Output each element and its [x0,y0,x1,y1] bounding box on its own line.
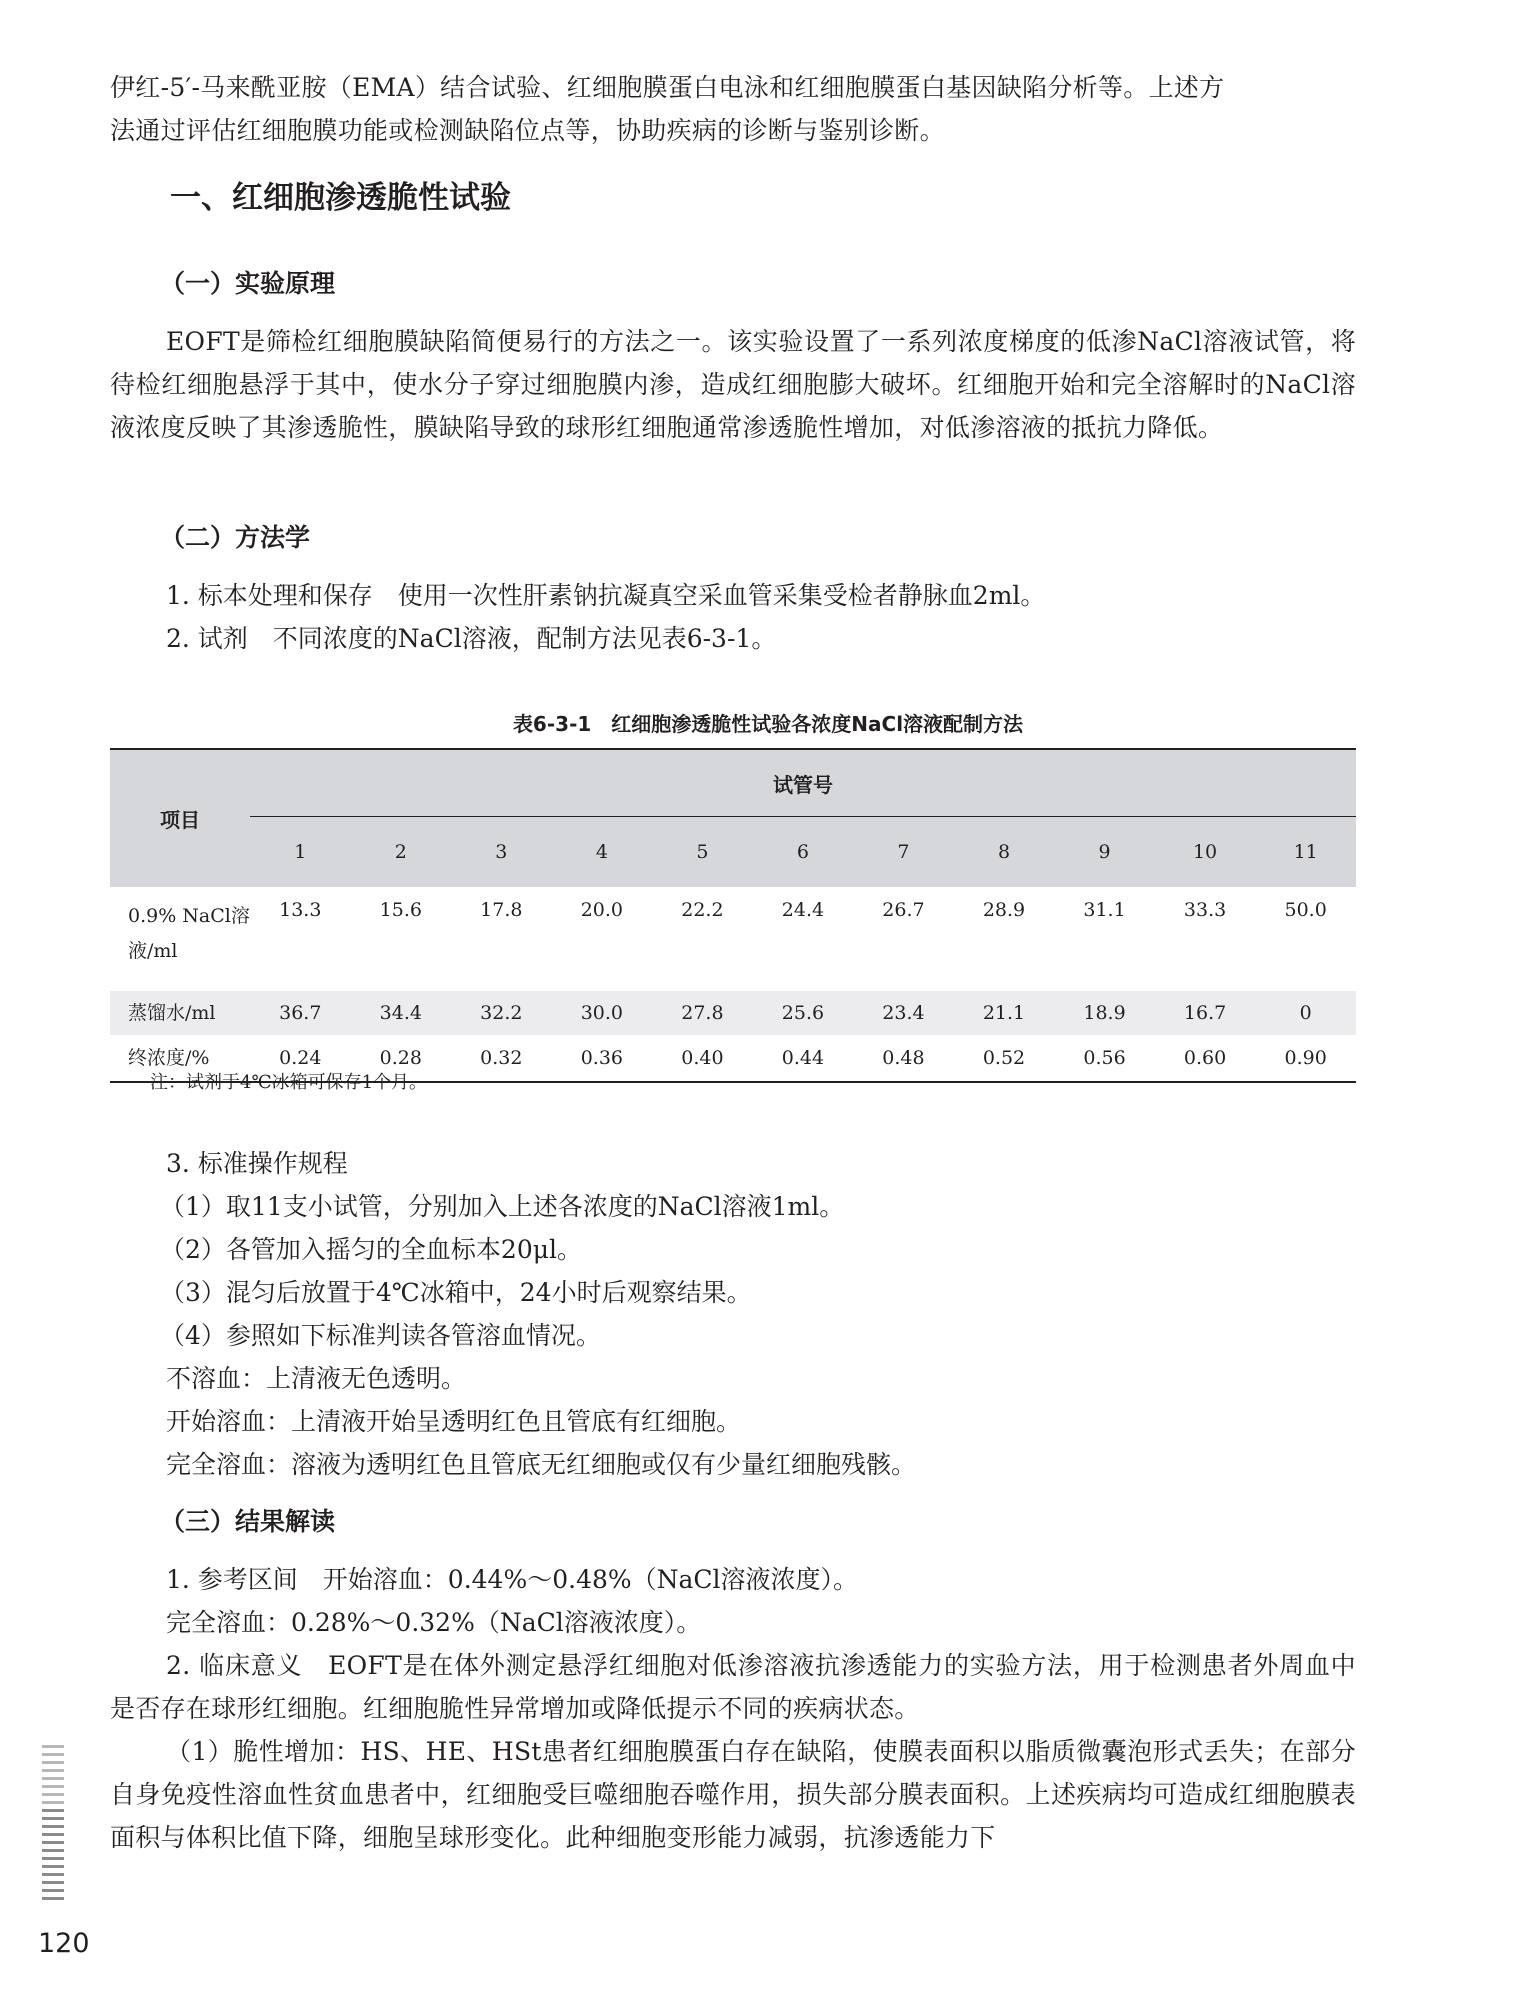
table-cell: 24.4 [781,899,825,921]
table-cell: 21.1 [954,991,1055,1035]
item-header: 项目 [110,749,250,887]
table-cell: 50.0 [1284,899,1327,921]
criteria-item: 完全溶血：溶液为透明红色且管底无红细胞或仅有少量红细胞残骸。 [166,1450,917,1479]
page-number: 120 [38,1928,90,1959]
procedure-title: 3. 标准操作规程 [166,1149,348,1178]
tube-number: 1 [250,817,351,888]
table-cell: 15.6 [379,899,422,921]
margin-tick-decoration [42,1745,64,1905]
tube-number-row [110,817,1356,888]
reference-interval-1: 1. 参考区间 开始溶血：0.44%～0.48%（NaCl溶液浓度）。 [166,1565,859,1594]
row-label: 0.9% NaCl溶液/ml [128,905,250,962]
table-cell: 33.3 [1183,899,1227,921]
clinical-significance: 2. 临床意义 EOFT是在体外测定悬浮红细胞对低渗溶液抗渗透能力的实验方法，用于检测患者外周血中是否存在球形红细胞。红细胞脆性异常增加或降低提示不同的疾病状态。 [110,1651,1356,1723]
row-label: 终浓度/% [110,1035,250,1082]
table-cell: 0.56 [1054,1035,1155,1082]
table-cell: 0.44 [753,1035,854,1082]
method-item-1: 1. 标本处理和保存 使用一次性肝素钠抗凝真空采血管采集受检者静脉血2ml。 [166,581,1046,610]
tube-number: 2 [351,817,452,888]
table-row [110,991,1356,1035]
table-cell: 25.6 [753,991,854,1035]
table-cell: 31.1 [1083,899,1126,921]
row-label: 蒸馏水/ml [110,991,250,1035]
table-cell: 0.32 [451,1035,552,1082]
tube-number: 3 [451,817,552,888]
table-cell: 0 [1255,991,1356,1035]
tube-number: 6 [753,817,854,888]
table-cell: 30.0 [552,991,653,1035]
subsection-title-method: （二）方法学 [160,523,311,552]
tube-number: 4 [552,817,653,888]
criteria-item: 开始溶血：上清液开始呈透明红色且管底有红细胞。 [166,1407,742,1436]
table-cell: 0.24 [250,1035,351,1082]
table-cell: 0.40 [652,1035,753,1082]
tube-number: 7 [853,817,954,888]
table-cell: 16.7 [1155,991,1256,1035]
procedure-step: （3）混匀后放置于4℃冰箱中，24小时后观察结果。 [160,1278,752,1307]
tube-number: 5 [652,817,753,888]
criteria-item: 不溶血：上清液无色透明。 [166,1364,467,1393]
principle-paragraph [110,320,1356,449]
table-cell: 0.28 [351,1035,452,1082]
section-title: 一、红细胞渗透脆性试验 [170,180,511,216]
table-cell: 13.3 [279,899,322,921]
table-cell: 26.7 [882,899,925,921]
table-note: 注：试剂于4℃冰箱可保存1个月。 [150,1072,428,1093]
reference-interval-2: 完全溶血：0.28%～0.32%（NaCl溶液浓度）。 [166,1608,702,1637]
procedure-step: （4）参照如下标准判读各管溶血情况。 [160,1321,601,1350]
intro-line-1: 伊红-5′-马来酰亚胺（EMA）结合试验、红细胞膜蛋白电泳和红细胞膜蛋白基因缺陷分析等。上述方 [110,73,1225,102]
table-cell: 0.52 [954,1035,1055,1082]
procedure-block [110,1142,1356,1486]
table-cell: 0.36 [552,1035,653,1082]
table-cell: 28.9 [982,899,1026,921]
table-cell: 0.90 [1255,1035,1356,1082]
subsection-title-results: （三）结果解读 [160,1507,336,1536]
table-cell: 22.2 [681,899,724,921]
principle-text: EOFT是筛检红细胞膜缺陷简便易行的方法之一。该实验设置了一系列浓度梯度的低渗NaCl溶液试管，将待检红细胞悬浮于其中，使水分子穿过细胞膜内渗，造成红细胞膨大破坏。红细胞开始和完全溶解时的NaCl溶液浓度反映了其渗透脆性，膜缺陷导致的球形红细胞通常渗透脆性增加，对低渗溶液的抵抗力降低。 [110,327,1356,442]
table-cell: 23.4 [853,991,954,1035]
table-cell: 34.4 [351,991,452,1035]
table-cell: 20.0 [580,899,624,921]
tube-number: 10 [1155,817,1256,888]
table-cell: 18.9 [1054,991,1155,1035]
method-list [110,574,1356,660]
table-cell: 0.60 [1155,1035,1256,1082]
nacl-preparation-table [110,748,1356,1083]
table-caption: 表6-3-1 红细胞渗透脆性试验各浓度NaCl溶液配制方法 [512,712,1024,736]
table-cell: 36.7 [250,991,351,1035]
tube-number: 11 [1255,817,1356,888]
table-cell: 0.48 [853,1035,954,1082]
table-cell: 27.8 [652,991,753,1035]
results-block [110,1558,1356,1859]
tube-group-header: 试管号 [250,749,1356,817]
table-cell: 17.8 [480,899,523,921]
procedure-step: （2）各管加入摇匀的全血标本20μl。 [160,1235,582,1264]
table-container [110,748,1356,1083]
subsection-title-principle: （一）实验原理 [160,269,336,298]
method-item-2: 2. 试剂 不同浓度的NaCl溶液，配制方法见表6-3-1。 [166,624,777,653]
tube-number: 8 [954,817,1055,888]
intro-paragraph [110,66,1356,152]
intro-line-2: 法通过评估红细胞膜功能或检测缺陷位点等，协助疾病的诊断与鉴别诊断。 [110,116,945,145]
tube-number: 9 [1054,817,1155,888]
table-cell: 32.2 [451,991,552,1035]
fragility-increase: （1）脆性增加：HS、HE、HSt患者红细胞膜蛋白存在缺陷，使膜表面积以脂质微囊泡形式丢失；在部分自身免疫性溶血性贫血患者中，红细胞受巨噬细胞吞噬作用，损失部分膜表面积。上述疾病均可造成红细胞膜表面积与体积比值下降，细胞呈球形变化。此种细胞变形能力减弱，抗渗透能力下 [110,1737,1356,1852]
procedure-step: （1）取11支小试管，分别加入上述各浓度的NaCl溶液1ml。 [160,1192,845,1221]
table-row [110,887,1356,991]
